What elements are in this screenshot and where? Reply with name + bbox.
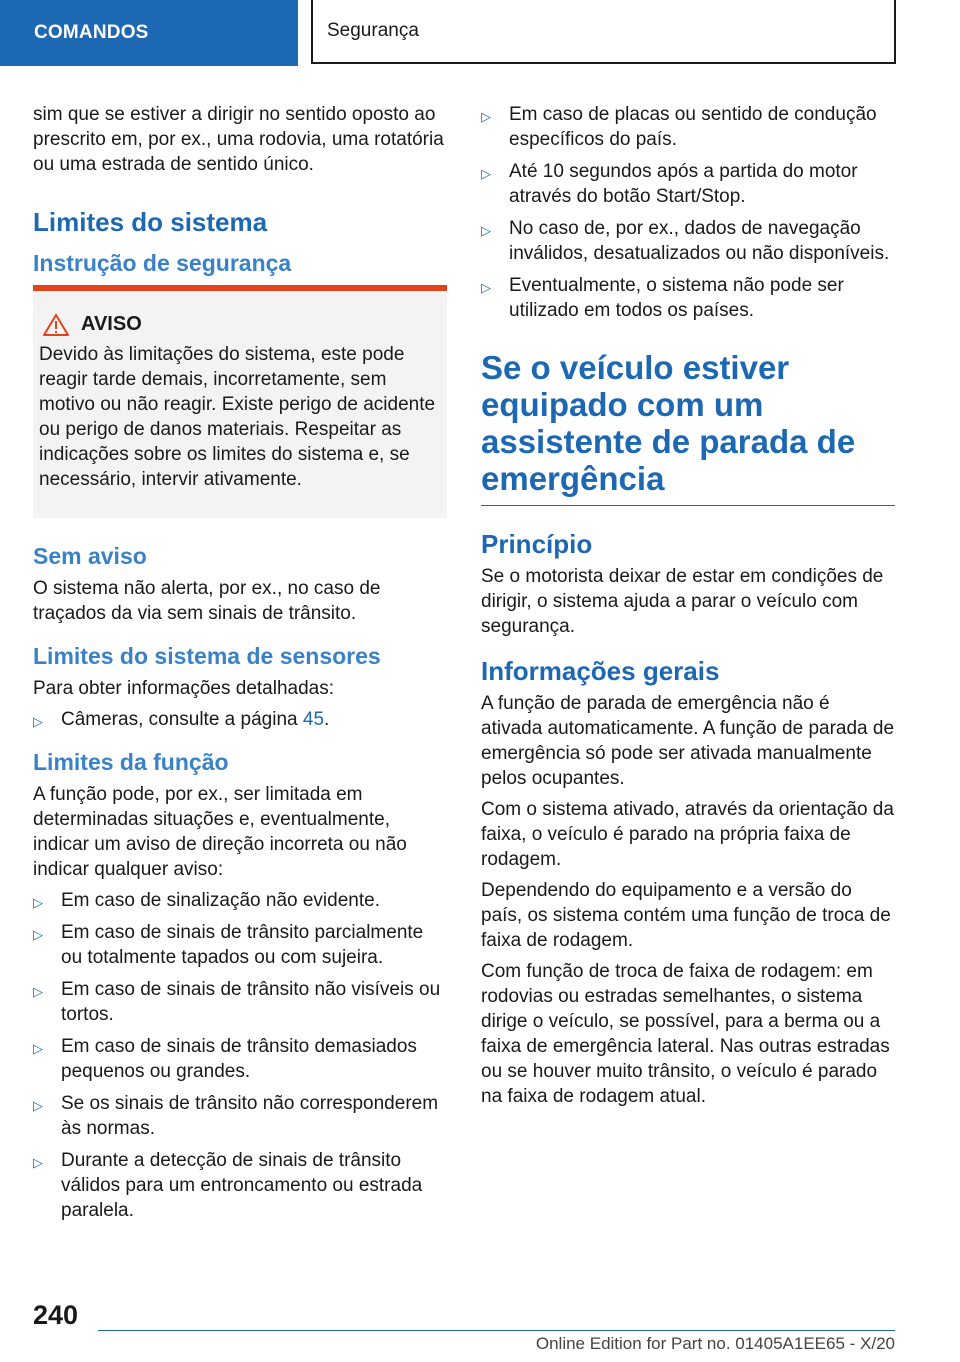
triangle-bullet-icon: ▷ [481, 109, 491, 124]
list-item-text: No caso de, por ex., dados de navegação inválidos, desatualizados ou não disponíveis. [509, 218, 890, 264]
warning-triangle-icon [43, 314, 69, 336]
general-paragraph-3: Dependendo do equipamento e a versão do país, os sistema contém uma função de troca de faixa de rodagem. [481, 880, 891, 951]
edition-text: Online Edition for Part no. 01405A1EE65 - X/20 [535, 1334, 895, 1353]
page-footer [0, 1290, 960, 1362]
heading-principle: Princípio [481, 529, 593, 559]
warning-title [39, 313, 439, 336]
list-item [481, 102, 895, 152]
list-item [481, 273, 895, 323]
heading-general-info: Informações gerais [481, 656, 720, 686]
warning-label: AVISO [81, 313, 142, 335]
list-item-punct: . [324, 709, 330, 730]
triangle-bullet-icon: ▷ [33, 714, 43, 729]
heading-emergency-stop-assistant: Se o veículo estiver equipado com um assistente de parada de emergência [481, 349, 895, 506]
warning-text: Devido às limitações do sistema, este pode reagir tarde demais, incorretamente, sem motivo ou não reagir. Existe perigo de acidente ou perigo de danos materiais. Respeitar as indicações sobre os limites do sistema e, se necessário, intervir ativamente. [39, 344, 436, 490]
triangle-bullet-icon: ▷ [33, 984, 43, 999]
triangle-bullet-icon: ▷ [481, 223, 491, 238]
list-item [33, 1091, 447, 1141]
list-item-text: Até 10 segundos após a partida do motor através do botão Start/Stop. [509, 161, 858, 207]
triangle-bullet-icon: ▷ [33, 1098, 43, 1113]
list-item-text: Em caso de placas ou sentido de condução específicos do país. [509, 104, 877, 150]
right-column [481, 102, 895, 1115]
sensors-text: Para obter informações detalhadas: [33, 678, 335, 699]
triangle-bullet-icon: ▷ [481, 280, 491, 295]
list-item-text: Se os sinais de trânsito não corresponderem às normas. [61, 1093, 439, 1139]
triangle-bullet-icon: ▷ [33, 1041, 43, 1056]
triangle-bullet-icon: ▷ [33, 927, 43, 942]
warning-box [33, 285, 447, 518]
list-item-text: Em caso de sinais de trânsito demasiados pequenos ou grandes. [61, 1036, 417, 1082]
page-link[interactable]: 45 [302, 709, 325, 730]
list-item [33, 888, 447, 913]
list-item [481, 159, 895, 209]
list-item [33, 977, 447, 1027]
chapter-tab: Segurança [311, 0, 896, 64]
list-item-text: Durante a detecção de sinais de trânsito válidos para um entroncamento ou estrada paralela. [61, 1150, 423, 1221]
general-paragraph-4: Com função de troca de faixa de rodagem: em rodovias ou estradas semelhantes, o sistema dirige o veículo, se possível, para a berma ou a faixa de emergência lateral. Nas outras estradas ou se houver muito trânsito, o veículo é parado na faixa de rodagem atual. [481, 961, 890, 1107]
triangle-bullet-icon: ▷ [33, 895, 43, 910]
list-item [33, 1034, 447, 1084]
list-item-text: Em caso de sinalização não evidente. [61, 890, 380, 911]
principle-text: Se o motorista deixar de estar em condições de dirigir, o sistema ajuda a parar o veículo com segurança. [481, 566, 884, 637]
heading-sensor-limits: Limites do sistema de sensores [33, 643, 381, 669]
intro-paragraph: sim que se estiver a dirigir no sentido oposto ao prescrito em, por ex., uma rodovia, uma rotatória ou uma estrada de sentido único. [33, 104, 444, 175]
heading-no-warning: Sem aviso [33, 543, 147, 569]
heading-function-limits: Limites da função [33, 749, 229, 775]
function-text: A função pode, por ex., ser limitada em determinadas situações e, eventualmente, indicar um aviso de direção incorreta ou não indicar qualquer aviso: [33, 784, 407, 880]
triangle-bullet-icon: ▷ [481, 166, 491, 181]
list-item-text: Em caso de sinais de trânsito não visíveis ou tortos. [61, 979, 441, 1025]
general-paragraph-2: Com o sistema ativado, através da orientação da faixa, o veículo é parado na própria faixa de rodagem. [481, 799, 894, 870]
page-header [0, 0, 960, 66]
general-paragraph-1: A função de parada de emergência não é ativada automaticamente. A função de parada de emergência só pode ser ativada manualmente pelos ocupantes. [481, 693, 895, 789]
list-item [33, 920, 447, 970]
list-item [481, 216, 895, 266]
triangle-bullet-icon: ▷ [33, 1155, 43, 1170]
list-item [33, 707, 447, 732]
left-column [33, 102, 447, 1230]
list-item-text: Em caso de sinais de trânsito parcialmente ou totalmente tapados ou com sujeira. [61, 922, 424, 968]
heading-system-limits: Limites do sistema [33, 207, 268, 237]
footer-divider [98, 1330, 895, 1331]
sensors-list [33, 707, 447, 732]
list-item-text: Câmeras, consulte a página [61, 709, 303, 730]
section-tab: COMANDOS [0, 0, 298, 66]
page-number: 240 [33, 1300, 79, 1330]
function-list [33, 888, 447, 1223]
continued-list [481, 102, 895, 323]
list-item-text: Eventualmente, o sistema não pode ser utilizado em todos os países. [509, 275, 844, 321]
no-warning-text: O sistema não alerta, por ex., no caso de traçados da via sem sinais de trânsito. [33, 578, 381, 624]
heading-safety-instruction: Instrução de segurança [33, 250, 292, 276]
list-item [33, 1148, 447, 1223]
